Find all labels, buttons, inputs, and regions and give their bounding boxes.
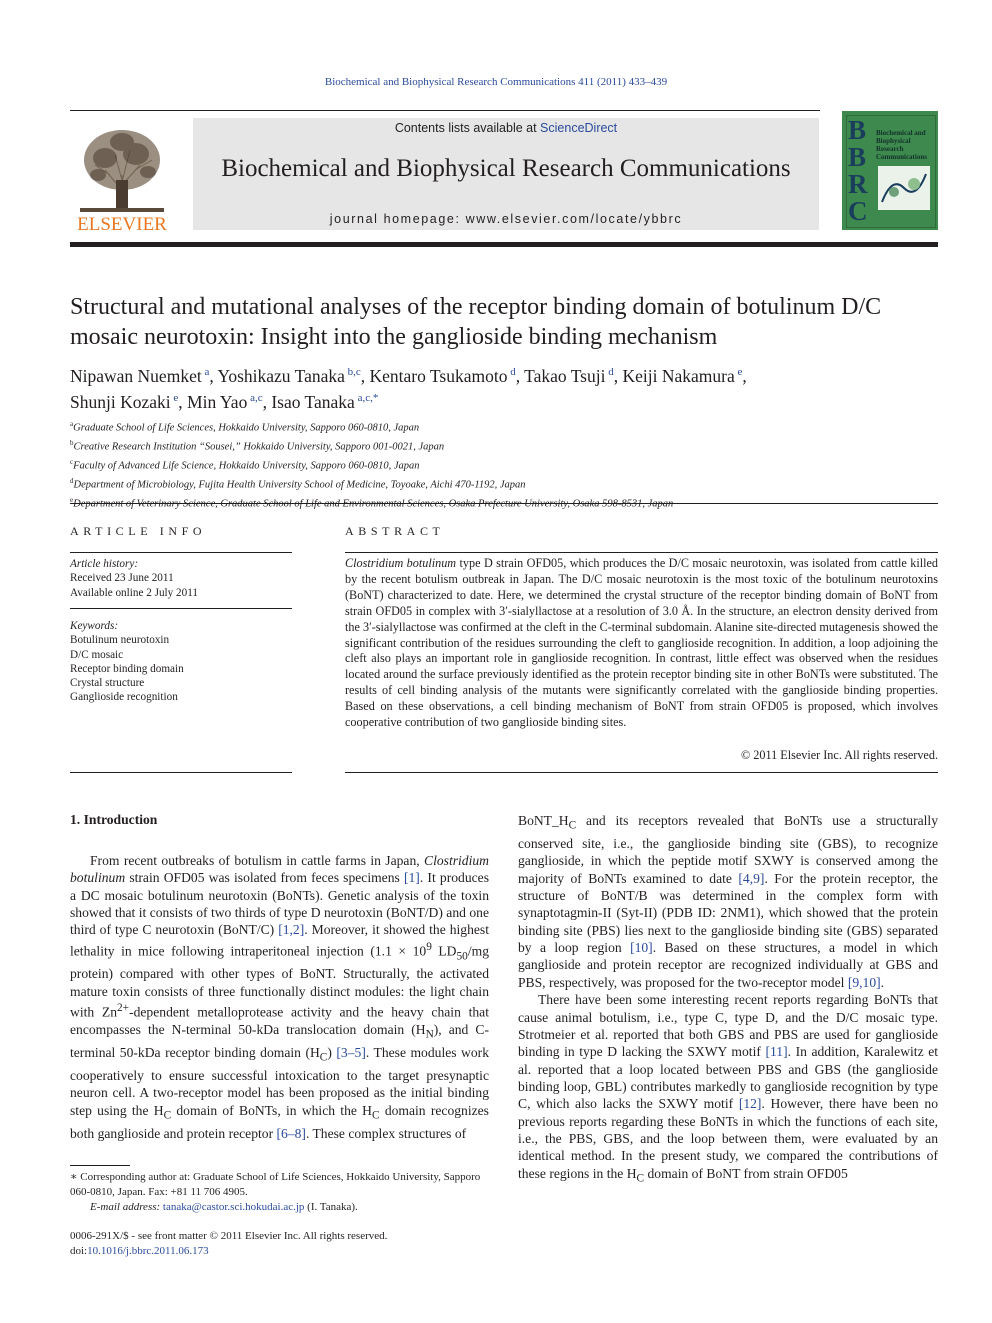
journal-cover <box>842 111 938 230</box>
elsevier-tree-logo <box>70 120 174 232</box>
keyword-item: Botulinum neurotoxin <box>70 634 170 647</box>
affiliation-item <box>70 474 938 493</box>
reference-link[interactable]: [10] <box>630 940 653 956</box>
cover-letter: B <box>848 142 867 172</box>
author-affiliation-marker[interactable]: e <box>734 366 743 378</box>
keywords-label: Keywords: <box>70 620 119 632</box>
author-affiliation-marker[interactable]: d <box>507 366 516 378</box>
cover-letter: B <box>848 115 867 145</box>
journal-title: Biochemical and Biophysical Research Communications <box>221 155 791 182</box>
issn-line: 0006-291X/$ - see front matter © 2011 Elsevier Inc. All rights reserved. <box>70 1230 388 1242</box>
author-name: Min Yao <box>187 391 248 412</box>
affiliation-item <box>70 417 938 436</box>
reference-link[interactable]: [9,10] <box>847 974 881 990</box>
reference-link[interactable]: [1] <box>403 870 420 886</box>
author-affiliation-marker[interactable]: a,c,* <box>354 391 379 404</box>
author-affiliation-marker[interactable]: a <box>201 366 210 378</box>
abstract-heading: ABSTRACT <box>345 524 445 538</box>
affiliation-item <box>70 455 938 474</box>
cover-letter: R <box>848 169 868 199</box>
header-thick-rule <box>70 242 938 247</box>
keyword-item: Crystal structure <box>70 677 145 690</box>
reference-link[interactable]: [6–8] <box>276 1125 306 1141</box>
body-column-right <box>518 812 938 1188</box>
affiliation-key: c <box>70 458 74 466</box>
affiliation-text: Faculty of Advanced Life Science, Hokkaido University, Sapporo 060-0810, Japan <box>73 460 420 472</box>
author-name: Yoshikazu Tanaka <box>217 365 345 386</box>
reference-link[interactable]: [1,2] <box>278 922 305 938</box>
author-name: Takao Tsuji <box>524 365 606 386</box>
keyword-item: Receptor binding domain <box>70 662 184 675</box>
received-date: Received 23 June 2011 <box>70 572 174 585</box>
journal-citation[interactable]: Biochemical and Biophysical Research Communications 411 (2011) 433–439 <box>324 76 668 88</box>
reference-link[interactable]: [11] <box>765 1044 788 1060</box>
author-list: Nipawan Nuemket $^a$, Yoshikazu Tanaka $^{b,c}$, Kentaro Tsukamoto $^d$, Takao Tsuji $^d$, Keiji Nakamura $^e$, Shunji Kozaki $^e$, Min Yao $^{a,c}$, Isao Tanaka $^{a,c,*}$ <box>70 365 747 412</box>
article-info-rule-2 <box>70 608 292 609</box>
doi-link[interactable]: 10.1016/j.bbrc.2011.06.173 <box>87 1244 209 1257</box>
corresponding-author-note: ∗ Corresponding author at: Graduate School of Life Sciences, Hokkaido University, Sapporo 060-0810, Japan. Fax: +81 11 706 4905. <box>70 1171 481 1198</box>
abstract-body: type D strain OFD05, which produces the D/C mosaic neurotoxin, was isolated from cattle killed by the recent botulism outbreak in Japan. The D/C mosaic neurotoxin is the most toxic of the botulinum neurotoxins (BoNT) characterized to date. Here, we determined the crystal structure of the receptor binding domain of BoNT from strain OFD05 in complex with 3′-sialyllactose at a resolution of 3.0 Å. In the structure, an electron density derived from the 3′-sialyllactose was confirmed at the cleft in the C-terminal subdomain. Alanine site-directed mutagenesis showed the significant contribution of the residues surrounding the cleft to ganglioside recognition. In addition, a loop adjoining the cleft also plays an important role in ganglioside recognition. In contrast, little effect was observed when the residues located around the surface previously identified as the protein receptor binding site in other BoNTs were substituted. The results of cell binding analysis of the mutants were significantly correlated with the ganglioside binding properties. Based on these observations, a cell binding mechanism of BoNT from strain OFD05 is proposed, which involves cooperative contribution of two ganglioside binding sites. <box>345 556 939 730</box>
affiliation-text: Department of Microbiology, Fujita Health University School of Medicine, Toyoake, Aichi 470-1192, Japan <box>73 479 526 491</box>
sciencedirect-link[interactable]: ScienceDirect <box>540 121 618 135</box>
section-heading-introduction: 1. Introduction <box>70 812 158 827</box>
section-rule <box>70 503 938 504</box>
contents-line <box>193 121 819 135</box>
article-info-heading: ARTICLE INFO <box>70 524 207 538</box>
cover-letter: C <box>848 196 868 226</box>
author-name: Nipawan Nuemket <box>70 365 202 386</box>
author-affiliation-marker[interactable]: a,c <box>247 391 263 404</box>
reference-link[interactable]: [4,9] <box>738 870 765 886</box>
keywords-block <box>70 619 292 705</box>
body-paragraph: There have been some interesting recent reports regarding BoNTs that cause animal botulism, i.e., type C, type D, and the D/C mosaic type. Strotmeier et al. reported that both GBS and PBS are used for ganglioside binding in type D lacking the SXWY motif [11]. In addition, Karalewitz et al. reported that a loop located between PBS and GBS (the ganglioside binding loop, GBL) contributes markedly to ganglioside recognition by type C, which also lacks the SXWY motif [12]. However, there have been no previous reports regarding these BoNTs in which the functions of each site, i.e., the PBS, GBS, and the loop between them, were evaluated by an identical method. In the present study, we compared the contributions of these regions in the $H_C$ domain of BoNT from strain OFD05 <box>518 992 938 1185</box>
cover-illustration <box>878 166 930 210</box>
body-paragraph: From recent outbreaks of botulism in cattle farms in Japan, Clostridium botulinum strain OFD05 was isolated from feces specimens [1]. It produces a DC mosaic botulinum neurotoxin (BoNTs). Genetic analysis of the toxin showed that it consists of two thirds of type D neurotoxin (BoNT/D) and one third of type C neurotoxin (BoNT/C) [1,2]. Moreover, it showed the highest lethality in mice following intraperitoneal injection ($1.1 \times 10^9$ $LD_{50}/mg$ protein) compared with other types of BoNT. Structurally, the activated mature toxin consists of three functionally distinct modules: the light chain with $Zn^{2+}$-dependent metalloprotease activity and the heavy chain that encompasses the N-terminal 50-kDa translocation domain $(H_N)$, and C-terminal 50-kDa receptor binding domain $(H_C)$ [3–5]. These modules work cooperatively to ensure successful intoxication to the target presynaptic neuron cell. A two-receptor model has been proposed as the initial binding step using the $H_C$ domain of BoNTs, in which the $H_C$ domain recognizes both ganglioside and protein receptor [6–8]. These complex structures of <box>70 853 489 1141</box>
abstract-organism: Clostridium botulinum <box>345 556 457 570</box>
affiliation-text: Creative Research Institution “Sousei,” Hokkaido University, Sapporo 001-0021, Japan <box>73 441 445 453</box>
affiliation-key: d <box>70 477 74 485</box>
body-column-left <box>70 852 489 1142</box>
contents-prefix: Contents lists available at <box>394 121 541 135</box>
author-name: Shunji Kozaki <box>70 391 171 412</box>
affiliation-key: b <box>70 439 74 447</box>
abstract-rule <box>345 552 938 553</box>
keyword-item: D/C mosaic <box>70 648 124 661</box>
doi-label: doi: <box>70 1244 88 1257</box>
corresponding-footnote <box>70 1170 489 1215</box>
author-name: Keiji Nakamura <box>622 365 735 386</box>
abstract-copyright: © 2011 Elsevier Inc. All rights reserved. <box>741 748 938 762</box>
author-affiliation-marker[interactable]: d <box>605 366 614 378</box>
author-affiliation-marker[interactable]: e <box>170 391 179 404</box>
history-label: Article history: <box>70 558 139 570</box>
header-rule <box>70 110 820 111</box>
journal-homepage[interactable]: journal homepage: www.elsevier.com/locate/ybbrc <box>329 212 683 226</box>
affiliation-key: e <box>70 496 74 504</box>
email-name: (I. Tanaka). <box>304 1201 358 1213</box>
author-name: Kentaro Tsukamoto <box>369 365 508 386</box>
footnote-rule <box>70 1165 130 1166</box>
affiliation-item <box>70 436 938 455</box>
cover-journal-name: Biochemical and Biophysical Research Communications <box>876 129 927 161</box>
article-info-rule <box>70 552 292 553</box>
keyword-item: Ganglioside recognition <box>70 691 178 704</box>
reference-link[interactable]: [3–5] <box>336 1044 366 1060</box>
reference-link[interactable]: [12] <box>738 1096 762 1112</box>
article-info-rule-3 <box>70 772 292 773</box>
affiliation-text: Graduate School of Life Sciences, Hokkaido University, Sapporo 060-0810, Japan <box>73 422 420 434</box>
page-footer <box>70 1229 489 1258</box>
body-paragraph: $BoNT\_H_C$ and its receptors revealed that BoNTs use a structurally conserved site, i.e., the ganglioside binding site (GBS), to recognize ganglioside, in which the peptide motif SXWY is conserved among the majority of BoNTs examined to date [4,9]. For the protein receptor, the structure of BoNT/B was determined in the complex form with synaptotagmin-II (Syt-II) (PDB ID: 2NM1), which showed that the protein binding site (PBS) lies next to the ganglioside binding site (GBS) separated by a loop region [10]. Based on these structures, a model in which ganglioside and protein receptor are recognized individually at GBS and PBS, respectively, was proposed for the two-receptor model [9,10]. <box>518 813 939 990</box>
email-link[interactable]: tanaka@castor.sci.hokudai.ac.jp <box>162 1201 305 1213</box>
author-name: Isao Tanaka <box>271 391 355 412</box>
author-affiliation-marker[interactable]: b,c <box>344 366 361 378</box>
affiliation-key: a <box>70 420 74 428</box>
elsevier-wordmark: ELSEVIER <box>77 214 167 232</box>
article-history <box>70 557 292 600</box>
email-label: E-mail address: <box>90 1201 163 1213</box>
abstract-rule-bottom <box>345 772 938 773</box>
affiliation-list <box>70 417 938 512</box>
article-title: Structural and mutational analyses of the receptor binding domain of botulinum D/C mosaic neurotoxin: Insight into the ganglioside binding mechanism <box>70 294 882 350</box>
abstract-text <box>345 556 938 731</box>
affiliation-text: Department of Veterinary Science, Graduate School of Life and Environmental Sciences, Osaka Prefecture University, Osaka 598-8531, Japan <box>73 498 674 510</box>
online-date: Available online 2 July 2011 <box>70 586 199 599</box>
